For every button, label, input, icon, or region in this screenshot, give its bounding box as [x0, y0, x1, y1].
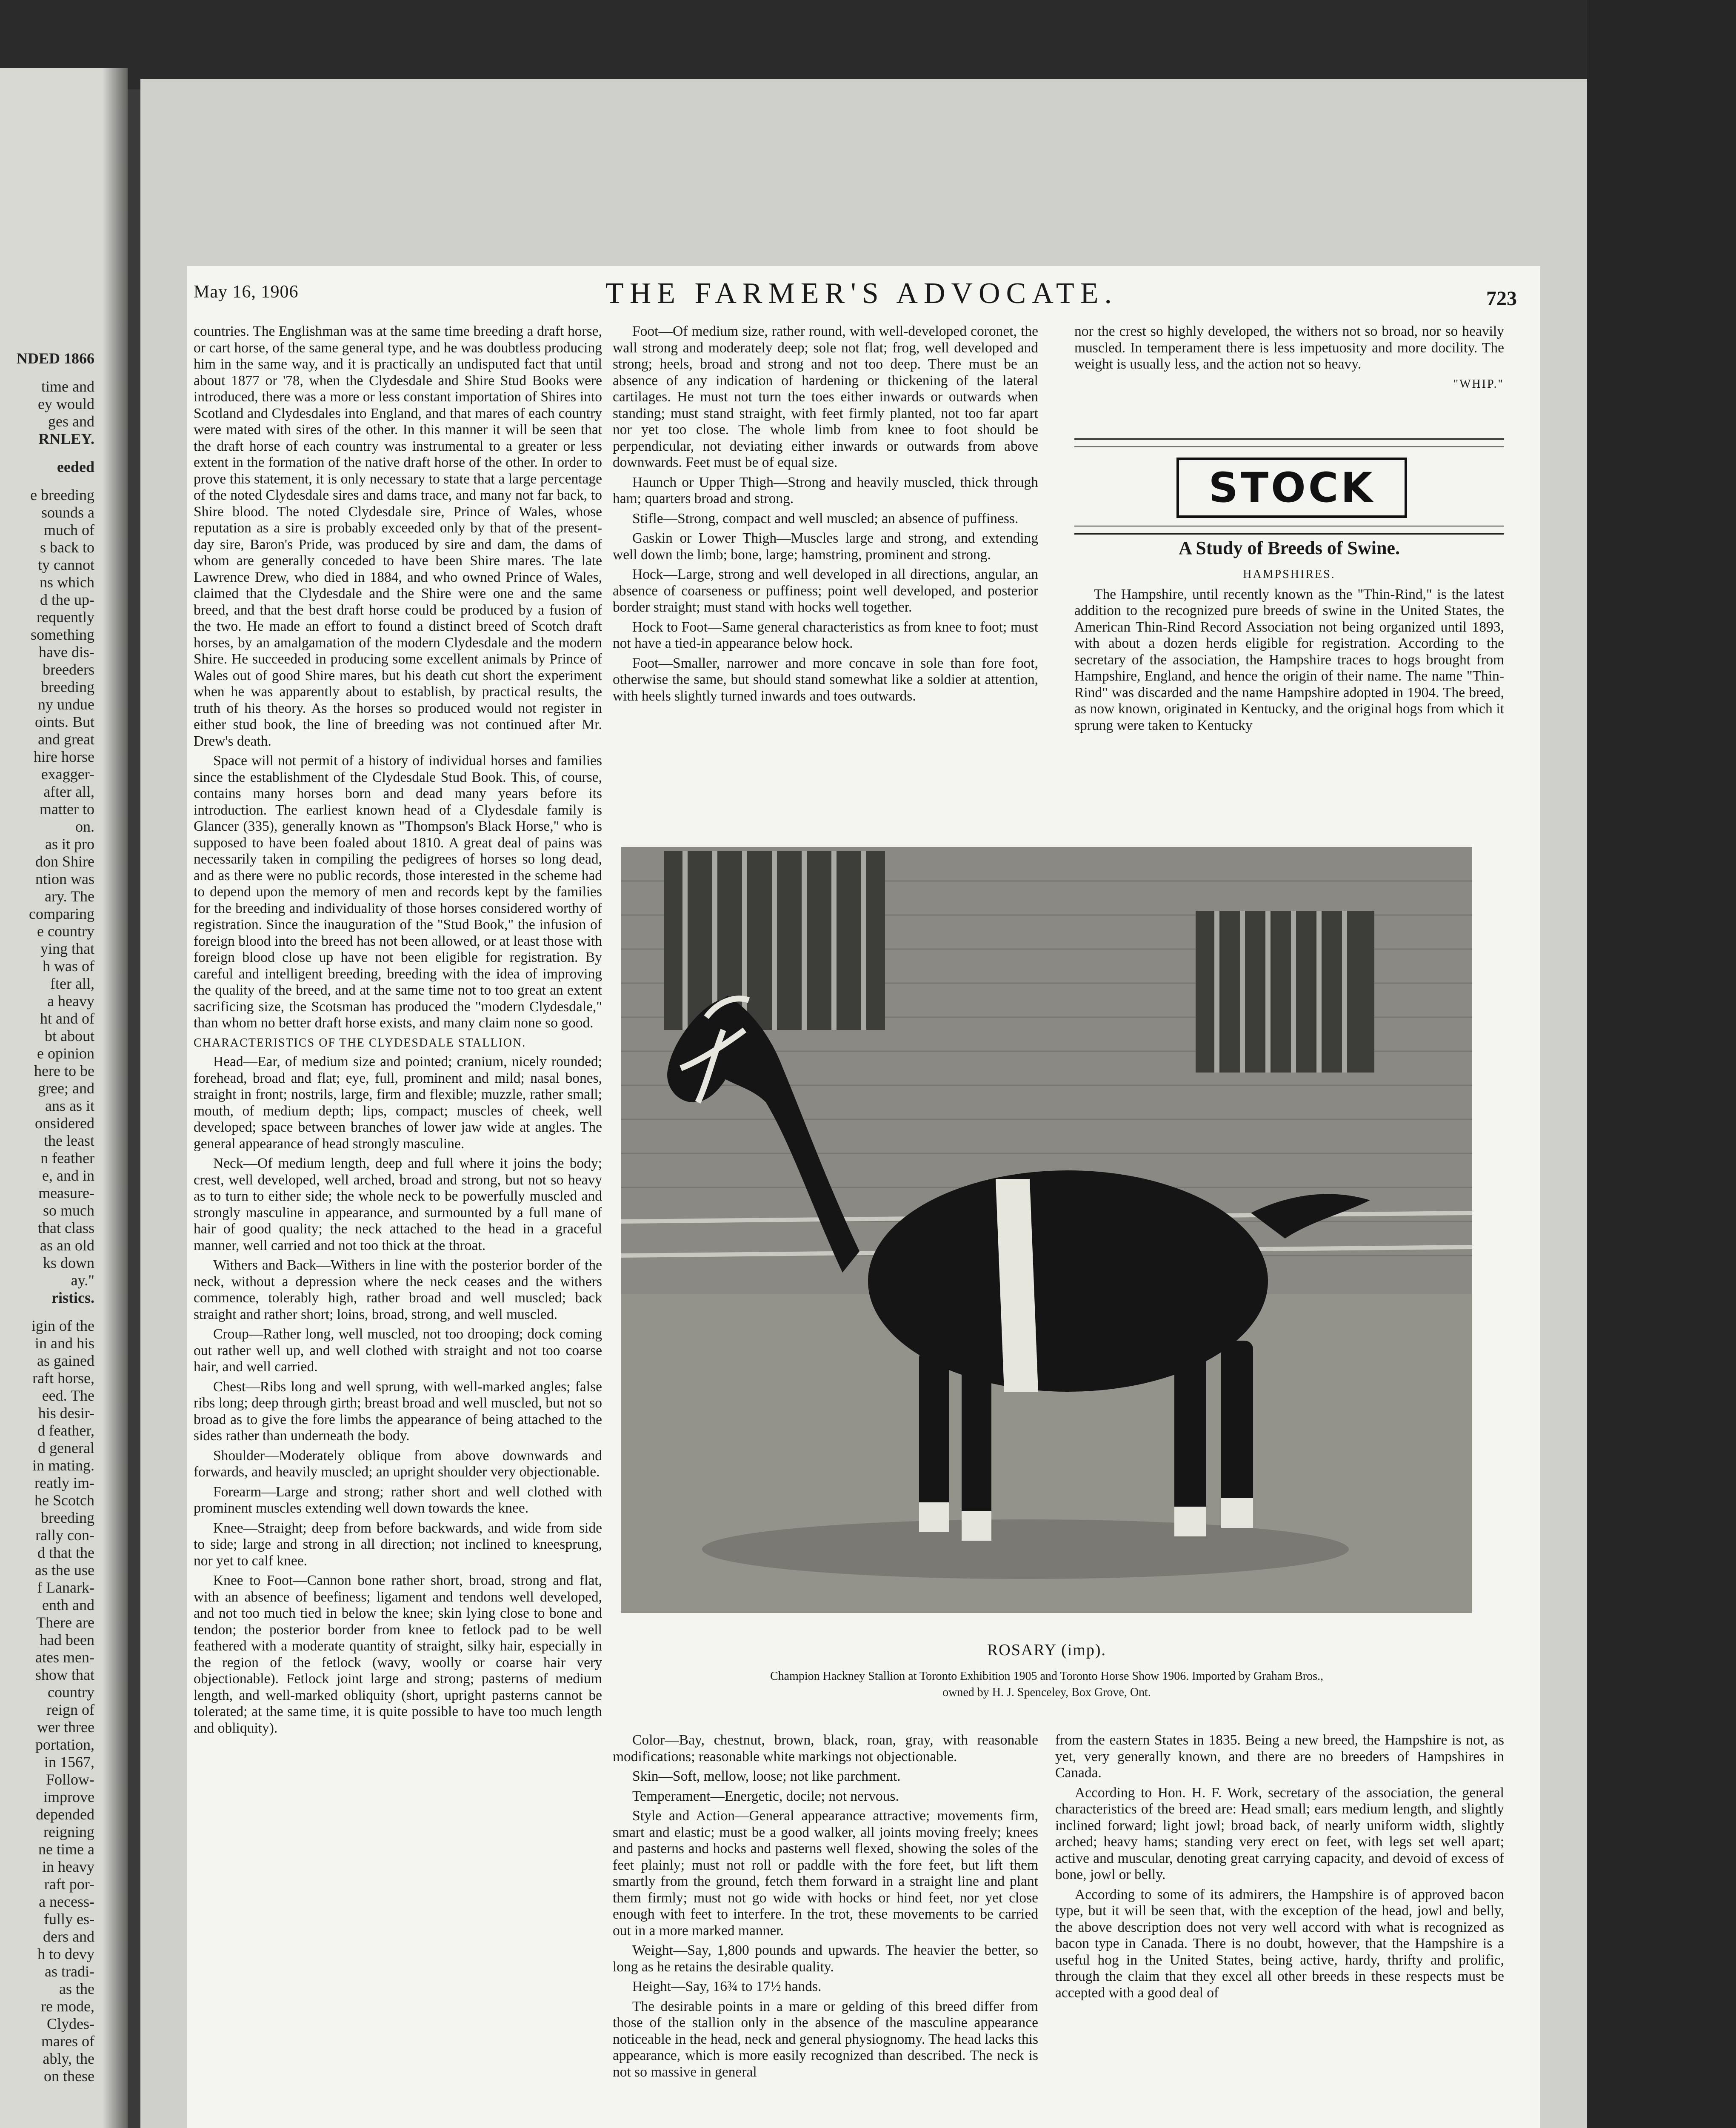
facing-page-text-fragment: breeding [41, 678, 94, 695]
facing-page-text-fragment: bt about [45, 1027, 94, 1044]
article-title: A Study of Breeds of Swine. [1179, 538, 1400, 558]
facing-page-text-fragment: ristics. [51, 1289, 94, 1306]
page-number: 723 [1486, 287, 1517, 310]
photo-caption-line: owned by H. J. Spenceley, Box Grove, Ont. [942, 1686, 1151, 1699]
paragraph: Temperament—Energetic, docile; not nervous. [632, 1788, 899, 1804]
paragraph: Knee—Straight; deep from before backwards, and wide from side to side; large and strong in all direction; not inclined to kneesprung, nor yet to calf knee. [194, 1520, 602, 1569]
facing-page-text-fragment: don Shire [35, 853, 94, 870]
facing-page-text-fragment: a heavy [47, 992, 94, 1010]
paragraph: countries. The Englishman was at the same time breeding a draft horse, or cart horse, of the same general type, and he was doubtless producing him in the same way, and it is practically an undisputed fact that until about 1877 or '78, when the Clydesdale and Shire Stud Books were introduced, there was a more or less constant importation of Shires into Scotland and Clydesdales into England, and that mares of each country were mated with sires of the other. In this manner it will be seen that the draft horse of each country was instrumental to a greater or less extent in the formation of the native draft horse of the other. In order to prove this statement, it is only necessary to state that a large percentage of the noted Clydesdale sires and dams trace, and many not far back, to Shire blood. The noted Clydesdale sire, Prince of Wales, whose reputation as a sire is probably exceeded only by that of the present-day sire, Baron's Pride, was produced by sire and dam, the dams of whom are generally conceded to have been Shire mares. The late Lawrence Drew, who died in 1884, and who owned Prince of Wales, claimed that the Clydesdale and the Shire were one and the same breed, and that the best draft horse could be produced by a fusion of the two. He made an effort to found a distinct breed of Scotch draft horses, by an amalgamation of the modern Clydesdale and the modern Shire. He succeeded in producing some excellent animals by Prince of Wales out of good Shire mares, but his death cut short the experiment when he was apparently about to establish, by practical results, the truth of his theory. As the horses so produced would not register in either stud book, the line of breeding was not continued after Mr. Drew's death. [194, 323, 602, 749]
facing-page-text-fragment: in 1567, [44, 1753, 94, 1770]
running-head [194, 272, 1534, 319]
facing-page-text-fragment: ders and [43, 1928, 94, 1945]
facing-page-text-fragment: measure- [38, 1184, 94, 1201]
facing-page-text-fragment: had been [40, 1631, 94, 1648]
section-banner-label: STOCK [1208, 464, 1375, 512]
paragraph: Stifle—Strong, compact and well muscled; an absence of puffiness. [632, 510, 1019, 526]
facing-page-text-fragment: comparing [29, 905, 94, 922]
facing-page-text-fragment: depended [36, 1806, 94, 1823]
facing-page-text-fragment: enth and [42, 1596, 94, 1613]
facing-page-text-fragment: ans as it [45, 1097, 94, 1114]
facing-page [0, 68, 128, 2128]
facing-page-text-fragment: as the [59, 1980, 94, 1997]
paragraph: from the eastern States in 1835. Being a new breed, the Hampshire is not, as yet, very generally known, and there are no breeders of Hampshires in Canada. [1055, 1732, 1504, 1781]
paragraph: According to some of its admirers, the Hampshire is of approved bacon type, but it will be seen that, with the exception of the head, jowl and belly, the above description does not very well accord with what is recognized as bacon type in Canada. There is no doubt, however, that the Hampshire is a useful hog in the United States, being active, hardy, thrifty and prolific, through the claim that they excel all other breeds in these respects must be accepted with a good deal of [1055, 1886, 1504, 2001]
facing-page-text-fragment: d the up- [40, 591, 94, 608]
facing-page-text-fragment: h to devy [37, 1945, 94, 1962]
paragraph: Color—Bay, chestnut, brown, black, roan, gray, with reasonable modifications; reasonable white markings not objectionable. [613, 1732, 1038, 1765]
column-right-top [1074, 323, 1504, 438]
scan-border-top [0, 0, 1736, 89]
facing-page-text-fragment: oints. But [34, 713, 94, 730]
facing-page-text-fragment: e, and in [42, 1167, 94, 1184]
paragraph: The Hampshire, until recently known as the "Thin-Rind," is the latest addition to the recognized pure breeds of swine in the United States, the American Thin-Rind Record Association not being organized until 1893, with about a dozen herds eligible for registration. According to the secretary of the association, the Hampshire traces to hogs brought from Hampshire, England, and hence the origin of their name. The name "Thin-Rind" was discarded and the name Hampshire adopted in 1904. The breed, as now known, originated in Kentucky, and the original hogs from which it sprung were taken to Kentucky [1074, 586, 1504, 733]
facing-page-text-fragment: RNLEY. [38, 430, 94, 447]
facing-page-text-fragment: on these [44, 2068, 94, 2085]
facing-page-text-fragment: e opinion [37, 1045, 94, 1062]
facing-page-text-fragment: igin of the [31, 1317, 94, 1334]
column-left [194, 323, 602, 2128]
facing-page-text-fragment: sounds a [41, 504, 94, 521]
photo-caption-line: Champion Hackney Stallion at Toronto Exhibition 1905 and Toronto Horse Show 1906. Imported by Graham Bros., [770, 1670, 1323, 1683]
facing-page-text-fragment: NDED 1866 [16, 350, 94, 367]
paragraph: Hock to Foot—Same general characteristics as from knee to foot; must not have a tied-in appearance below hock. [613, 619, 1038, 651]
paragraph: Height—Say, 16¾ to 17½ hands. [632, 1979, 822, 1994]
facing-page-text-fragment: as an old [40, 1237, 94, 1254]
facing-page-text-fragment: ay." [71, 1272, 94, 1289]
horse-illustration [621, 847, 1472, 1613]
photo-caption-title: ROSARY (imp). [987, 1641, 1107, 1659]
facing-page-text-fragment: ht and of [40, 1010, 94, 1027]
facing-page-text-fragment: ably, the [43, 2050, 94, 2067]
column-middle-top [613, 323, 1038, 821]
paragraph: Neck—Of medium length, deep and full where it joins the body; crest, well developed, well arched, broad and strong, but not so heavy as to turn to either side; the whole neck to be powerfully muscled and strongly masculine in appearance, and surmounted by a full mane of hair of good quality; the neck attached to the head in a graceful manner, well carried and not too thick at the throat. [194, 1156, 602, 1253]
facing-page-text-fragment: raft por- [44, 1876, 94, 1893]
facing-page-text-fragment: ty cannot [38, 556, 94, 573]
paragraph: Style and Action—General appearance attractive; movements firm, smart and elastic; must be a good walker, all joints moving freely; knees and pasterns and hocks and pasterns well flexed, showing the soles of the feet plainly; must not roll or paddle with the fore feet, but lift them smartly from the ground, fetch them forward in a straight line and plant them firmly; must not go wide with hocks or hind feet, nor yet close enough with feet to interfere. In the trot, these movements to be carried out in a more marked manner. [613, 1808, 1038, 1939]
facing-page-text-fragment: requently [37, 609, 94, 626]
facing-page-text-fragment: matter to [40, 801, 94, 818]
facing-page-text-fragment: n feather [40, 1150, 94, 1167]
facing-page-text-fragment: There are [36, 1614, 94, 1631]
facing-page-text-fragment: ne time a [38, 1841, 94, 1858]
section-banner [1074, 438, 1504, 535]
facing-page-text-fragment: as tradi- [45, 1963, 94, 1980]
paragraph: Skin—Soft, mellow, loose; not like parchment. [632, 1768, 901, 1784]
facing-page-text-fragment: fter all, [50, 975, 94, 992]
facing-page-text-fragment: portation, [35, 1736, 94, 1753]
paragraph: Foot—Smaller, narrower and more concave in sole than fore foot, otherwise the same, but should stand somewhat like a soldier at attention, with heels slightly turned inwards and toes outwards. [613, 655, 1038, 704]
paragraph: Withers and Back—Withers in line with the posterior border of the neck, without a depression where the neck ceases and the withers commence, tolerably high, rather broad and well muscled; back straight and rather short; loins, broad, strong, and well muscled. [194, 1257, 602, 1322]
facing-page-text-fragment: country [48, 1684, 94, 1701]
facing-page-text-fragment: breeders [43, 661, 94, 678]
paragraph: The desirable points in a mare or gelding of this breed differ from those of the stallion only in the absence of the masculine appearance noticeable in the head, neck and general physiognomy. The head lacks this appearance, which is more easily recognized than described. The neck is not so massive in general [613, 1998, 1038, 2080]
facing-page-text-fragment: reign of [46, 1701, 94, 1718]
facing-page-text-fragment: the least [44, 1132, 94, 1149]
paragraph: Haunch or Upper Thigh—Strong and heavily muscled, thick through ham; quarters broad and strong. [613, 474, 1038, 506]
paragraph: Forearm—Large and strong; rather short and well clothed with prominent muscles extending well down towards the knee. [194, 1484, 602, 1516]
facing-page-text-fragment: d general [38, 1439, 94, 1456]
facing-page-text-fragment: Follow- [46, 1771, 94, 1788]
facing-page-text-fragment: improve [43, 1788, 94, 1805]
facing-page-text-fragment: s back to [40, 539, 94, 556]
facing-page-text-fragment: reigning [43, 1823, 94, 1840]
paragraph: Chest—Ribs long and well sprung, with well-marked angles; false ribs long; deep through girth; breast broad and well muscled, but not so broad as to give the fore limbs the appearance of being attached to the sides rather than underneath the body. [194, 1379, 602, 1444]
column-middle-bottom [613, 1732, 1038, 2128]
facing-page-text-fragment: eed. The [42, 1387, 94, 1404]
paragraph: Hock—Large, strong and well developed in all directions, angular, an absence of coarseness or puffiness; point well developed, and posterior border straight; must stand with hocks well together. [613, 566, 1038, 615]
facing-page-text-fragment: ntion was [35, 870, 94, 887]
facing-page-text-fragment: h was of [43, 958, 94, 975]
facing-page-text-fragment: hire horse [34, 748, 94, 765]
facing-page-text-fragment: eeded [57, 458, 94, 475]
paragraph: According to Hon. H. F. Work, secretary of the association, the general characteristics of the breed are: Head small; ears medium length, and slightly inclined forward; light jowl; broad back, of nearly uniform width, slightly arched; heavy hams; standing very erect on feet, with legs set well apart; active and muscular, denoting great carrying capacity, and devoid of excess of bone, jowl or belly. [1055, 1785, 1504, 1882]
section-subhead: CHARACTERISTICS OF THE CLYDESDALE STALLION. [194, 1036, 526, 1050]
horse-photograph [621, 847, 1472, 1613]
banner-frame [1176, 458, 1407, 518]
facing-page-text-fragment: ey would [38, 395, 94, 412]
facing-page-text-fragment: e breeding [30, 486, 94, 503]
facing-page-text-fragment: as it pro [45, 835, 94, 852]
facing-page-text-fragment: here to be [34, 1062, 94, 1079]
publication-title: THE FARMER'S ADVOCATE. [605, 277, 1118, 310]
facing-page-text-fragment: much of [44, 521, 94, 538]
facing-page-text-fragment: e country [37, 923, 94, 940]
paragraph: Knee to Foot—Cannon bone rather short, broad, strong and flat, with an absence of beefiness; ligament and tendons well developed, and not too much tied in below the knee; skin lying close to bone and tendon; the posterior border from knee to fetlock pad to be well feathered with a moderate quantity of straight, silky hair, especially in the region of the fetlock (wavy, woolly or coarse hair very objectionable). Fetlock joint large and strong; pasterns of medium length, and well-marked obliquity (short, upright pasterns cannot be tolerated; at the same time, it is quite possible to have too much length and obliquity). [194, 1573, 602, 1736]
facing-page-text-fragment: mares of [41, 2033, 94, 2050]
scan-border-right [1587, 0, 1736, 2128]
facing-page-text-fragment: rally con- [35, 1527, 94, 1544]
paragraph: Space will not permit of a history of individual horses and families since the establishment of the Clydesdale Stud Book. This, of course, contains many horses born and dead many years before its introduction. The earliest known head of a Clydesdale family is Glancer (335), generally known as "Thompson's Black Horse," who is supposed to have been foaled about 1810. A great deal of pains was necessarily taken in compiling the pedigrees of horses so long dead, and as there were no public records, those interested in the scheme had to depend upon the memory of men and records kept by the families for the breeding and individuality of those horses considered worthy of registration. Since the inauguration of the "Stud Book," the infusion of foreign blood into the breed has not been allowed, or at least those with foreign blood close up have not been eligible for registration. By careful and intelligent breeding, breeding with the idea of improving the quality of the breed, and at the same time not to too great an extent sacrificing size, the Scotsman has produced the "modern Clydesdale," than whom no better draft horse exists, and many claim none so good. [194, 753, 602, 1031]
facing-page-text-fragment: f Lanark- [37, 1579, 94, 1596]
paragraph: Croup—Rather long, well muscled, not too drooping; dock coming out rather well up, and well clothed with straight and not too coarse hair, and well carried. [194, 1326, 602, 1375]
facing-page-text-fragment: reatly im- [34, 1474, 94, 1491]
facing-page-text-fragment: ns which [40, 574, 94, 591]
facing-page-text-fragment: he Scotch [34, 1492, 94, 1509]
facing-page-text-fragment: exagger- [41, 766, 94, 783]
facing-page-text-fragment: wer three [37, 1719, 94, 1736]
facing-page-text-fragment: as gained [37, 1352, 94, 1369]
facing-page-text-fragment: raft horse, [32, 1370, 94, 1387]
facing-page-text-fragment: a necess- [39, 1893, 94, 1910]
facing-page-text-fragment: onsidered [35, 1115, 94, 1132]
facing-page-text-fragment: ges and [48, 413, 94, 430]
facing-page-text-fragment: so much [43, 1202, 94, 1219]
facing-page-text-fragment: his desir- [38, 1404, 94, 1422]
facing-page-text-fragment: in mating. [32, 1457, 94, 1474]
facing-page-text-fragment: in and his [35, 1335, 94, 1352]
facing-page-text-fragment: that class [38, 1219, 94, 1236]
paragraph: Head—Ear, of medium size and pointed; cranium, nicely rounded; forehead, broad and flat; eye, full, prominent and mild; nasal bones, straight in front; nostrils, large, firm and flexible; muzzle, rather small; mouth, of medium depth; lips, compact; muscles of cheek, well developed; space between branches of lower jaw wide at angles. The general appearance of head strongly masculine. [194, 1054, 602, 1152]
facing-page-text-fragment: on. [75, 818, 94, 835]
banner-rule [1074, 446, 1504, 447]
facing-page-text-fragment: and great [38, 731, 94, 748]
facing-page-text-fragment: Clydes- [47, 2015, 94, 2032]
facing-page-text-fragment: have dis- [39, 644, 94, 661]
facing-page-text-fragment: ary. The [45, 888, 94, 905]
issue-date: May 16, 1906 [194, 282, 299, 302]
facing-page-text-fragment: re mode, [41, 1998, 94, 2015]
facing-page-text-fragment: ks down [43, 1254, 94, 1271]
facing-page-text-fragment: time and [41, 378, 94, 395]
facing-page-text-fragment: gree; and [38, 1080, 94, 1097]
photo-caption [638, 1668, 1455, 1701]
author-signature: "WHIP." [1453, 377, 1504, 391]
facing-page-text-fragment: d that the [37, 1544, 94, 1561]
facing-page-text-fragment: after all, [43, 783, 94, 800]
facing-page-text-fragment: in heavy [42, 1858, 94, 1875]
column-right-article [1074, 564, 1504, 826]
paragraph: Weight—Say, 1,800 pounds and upwards. The heavier the better, so long as he retains the desirable quality. [613, 1942, 1038, 1975]
paragraph: Foot—Of medium size, rather round, with well-developed coronet, the wall strong and moderately deep; sole not flat; frog, well developed and strong; heels, broad and strong and not too deep. There must be an absence of any indication of hardening or thickening of the lateral cartilages. He must not turn the toes either inwards or outwards when standing; must stand straight, with feet firmly planted, not too far apart nor yet too close. The whole limb from knee to foot should be perpendicular, not deviating either inwards or outwards from above downwards. Feet must be of equal size. [613, 323, 1038, 470]
paragraph: nor the crest so highly developed, the withers not so broad, nor so heavily muscled. In temperament there is less impetuosity and more docility. The weight is usually less, and the action not so heavy. [1074, 323, 1504, 372]
paragraph: Gaskin or Lower Thigh—Muscles large and strong, and extending well down the limb; bone, large; hamstring, prominent and strong. [613, 530, 1038, 563]
facing-page-text-fragment: breeding [41, 1509, 94, 1526]
column-right-bottom [1055, 1732, 1504, 2128]
facing-page-text-fragment: as the use [35, 1562, 94, 1579]
facing-page-text-fragment: ny undue [38, 696, 94, 713]
facing-page-text-fragment: show that [35, 1666, 94, 1683]
paragraph: Shoulder—Moderately oblique from above downwards and forwards, and heavily muscled; an upright shoulder very objectionable. [194, 1447, 602, 1480]
facing-page-text-fragment: something [31, 626, 94, 643]
facing-page-text-fragment: d feather, [37, 1422, 94, 1439]
facing-page-text-fragment: fully es- [44, 1911, 94, 1928]
facing-page-text-fragment: ying that [40, 940, 94, 957]
facing-page-text-fragment: ates men- [35, 1649, 94, 1666]
binding-gutter [102, 68, 128, 2128]
article-subhead: HAMPSHIRES. [1243, 568, 1336, 581]
